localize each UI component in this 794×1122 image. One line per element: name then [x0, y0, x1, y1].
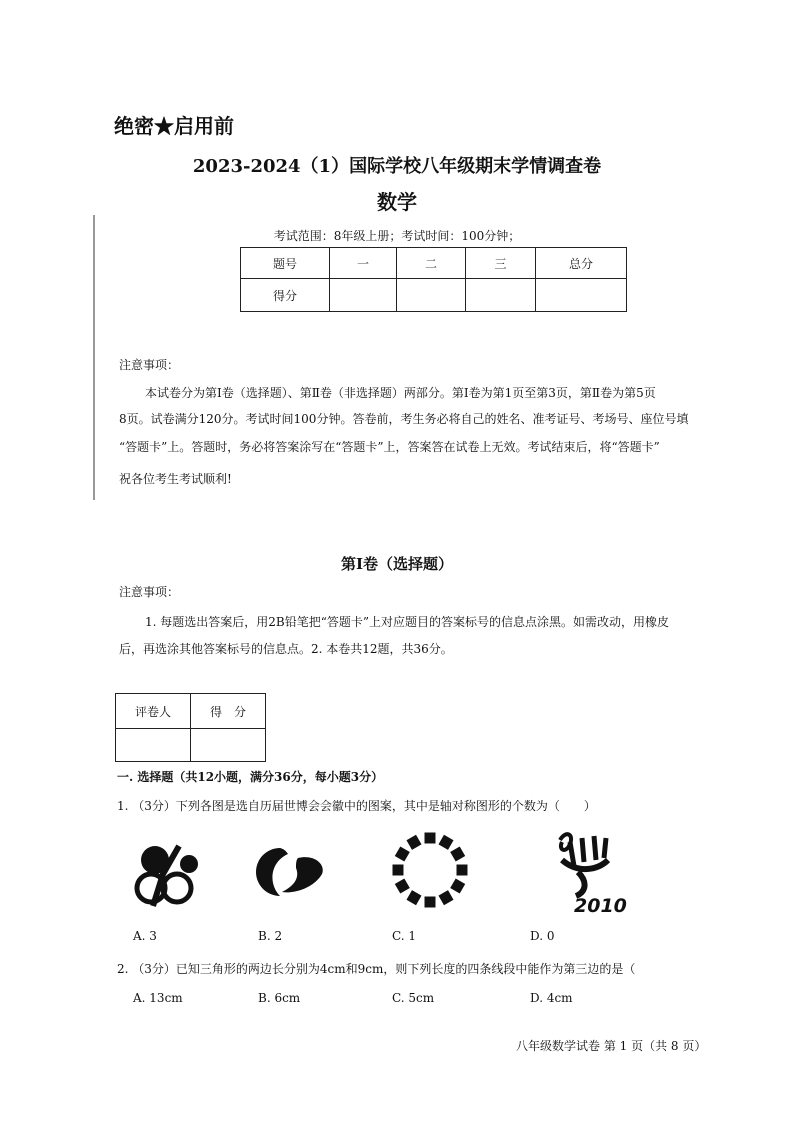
emblem-figure-d — [548, 826, 634, 918]
score-row-label: 得分 — [241, 279, 330, 312]
notes-title: 注意事项： — [119, 358, 180, 372]
ring-square — [425, 833, 436, 844]
notes-line: 8页。试卷满分120分。考试时间100分钟。答卷前，考生务必将自己的姓名、准考证号、考场号、座位号填 — [119, 412, 689, 426]
notes-line: 本试卷分为第Ⅰ卷（选择题）、第Ⅱ卷（非选择题）两部分。第Ⅰ卷为第1页至第3页，第Ⅱ卷为第5页 — [145, 386, 656, 400]
emblem-figure-d-text: 2010 — [574, 895, 627, 917]
volume-title: 第Ⅰ卷（选择题） — [340, 555, 454, 573]
ring-square — [438, 835, 453, 850]
score-header-part1: 一 — [330, 248, 397, 279]
question-1-option-d: D. 0 — [530, 929, 555, 943]
ring-square — [395, 878, 410, 893]
grader-table — [115, 693, 266, 762]
score-cell — [330, 279, 397, 312]
score-table — [240, 247, 627, 312]
question-2-option-b: B. 6cm — [258, 991, 301, 1005]
grader-cell — [191, 729, 266, 762]
score-header-total: 总分 — [536, 248, 627, 279]
emblem-figure-a — [133, 842, 205, 920]
grader-cell — [116, 729, 191, 762]
ring-square — [393, 865, 404, 876]
score-cell — [397, 279, 466, 312]
subject-title: 数学 — [377, 190, 417, 214]
ring-square — [450, 878, 465, 893]
section-title: 一. 选择题（共12小题，满分36分，每小题3分） — [117, 770, 384, 784]
question-2-option-c: C. 5cm — [392, 991, 435, 1005]
margin-line — [93, 215, 95, 500]
emblem-figure-c — [390, 830, 470, 910]
question-1-option-a: A. 3 — [133, 929, 157, 943]
volume-notes-line: 后，再选涂其他答案标号的信息点。2. 本卷共12题，共36分。 — [119, 642, 453, 656]
question-2-option-d: D. 4cm — [530, 991, 573, 1005]
exam-title: 2023-2024（1）国际学校八年级期末学情调查卷 — [192, 156, 602, 177]
grader-score-header: 得 分 — [191, 694, 266, 729]
volume-notes-line: 1. 每题选出答案后，用2B铅笔把“答题卡”上对应题目的答案标号的信息点涂黑。如需改动，用橡皮 — [145, 615, 669, 629]
page-footer: 八年级数学试卷 第 1 页（共 8 页） — [516, 1039, 707, 1053]
ring-square — [395, 846, 410, 861]
score-cell — [466, 279, 536, 312]
secret-mark: 绝密★启用前 — [114, 114, 234, 138]
grader-header: 评卷人 — [116, 694, 191, 729]
question-2-text: 2. （3分）已知三角形的两边长分别为4cm和9cm，则下列长度的四条线段中能作为第三边的是（ — [117, 962, 636, 976]
notes-line: “答题卡”上。答题时，务必将答案涂写在“答题卡”上，答案答在试卷上无效。考试结束后，将“答题卡” — [119, 440, 660, 454]
ring-square — [450, 846, 465, 861]
ring-square — [425, 897, 436, 908]
question-2-option-a: A. 13cm — [133, 991, 183, 1005]
ring-square — [406, 890, 421, 905]
exam-info: 考试范围：8年级上册；考试时间：100分钟； — [273, 229, 521, 243]
volume-notes-title: 注意事项： — [119, 585, 180, 599]
score-header-part3: 三 — [466, 248, 536, 279]
ring-square — [438, 890, 453, 905]
score-header-number: 题号 — [241, 248, 330, 279]
score-header-part2: 二 — [397, 248, 466, 279]
notes-line: 祝各位考生考试顺利! — [119, 472, 232, 486]
ring-square — [457, 865, 468, 876]
question-1-text: 1. （3分）下列各图是选自历届世博会会徽中的图案，其中是轴对称图形的个数为（ ） — [117, 799, 596, 813]
emblem-figure-b — [254, 844, 326, 900]
score-cell — [536, 279, 627, 312]
question-1-option-c: C. 1 — [392, 929, 417, 943]
question-1-option-b: B. 2 — [258, 929, 283, 943]
ring-square — [406, 835, 421, 850]
